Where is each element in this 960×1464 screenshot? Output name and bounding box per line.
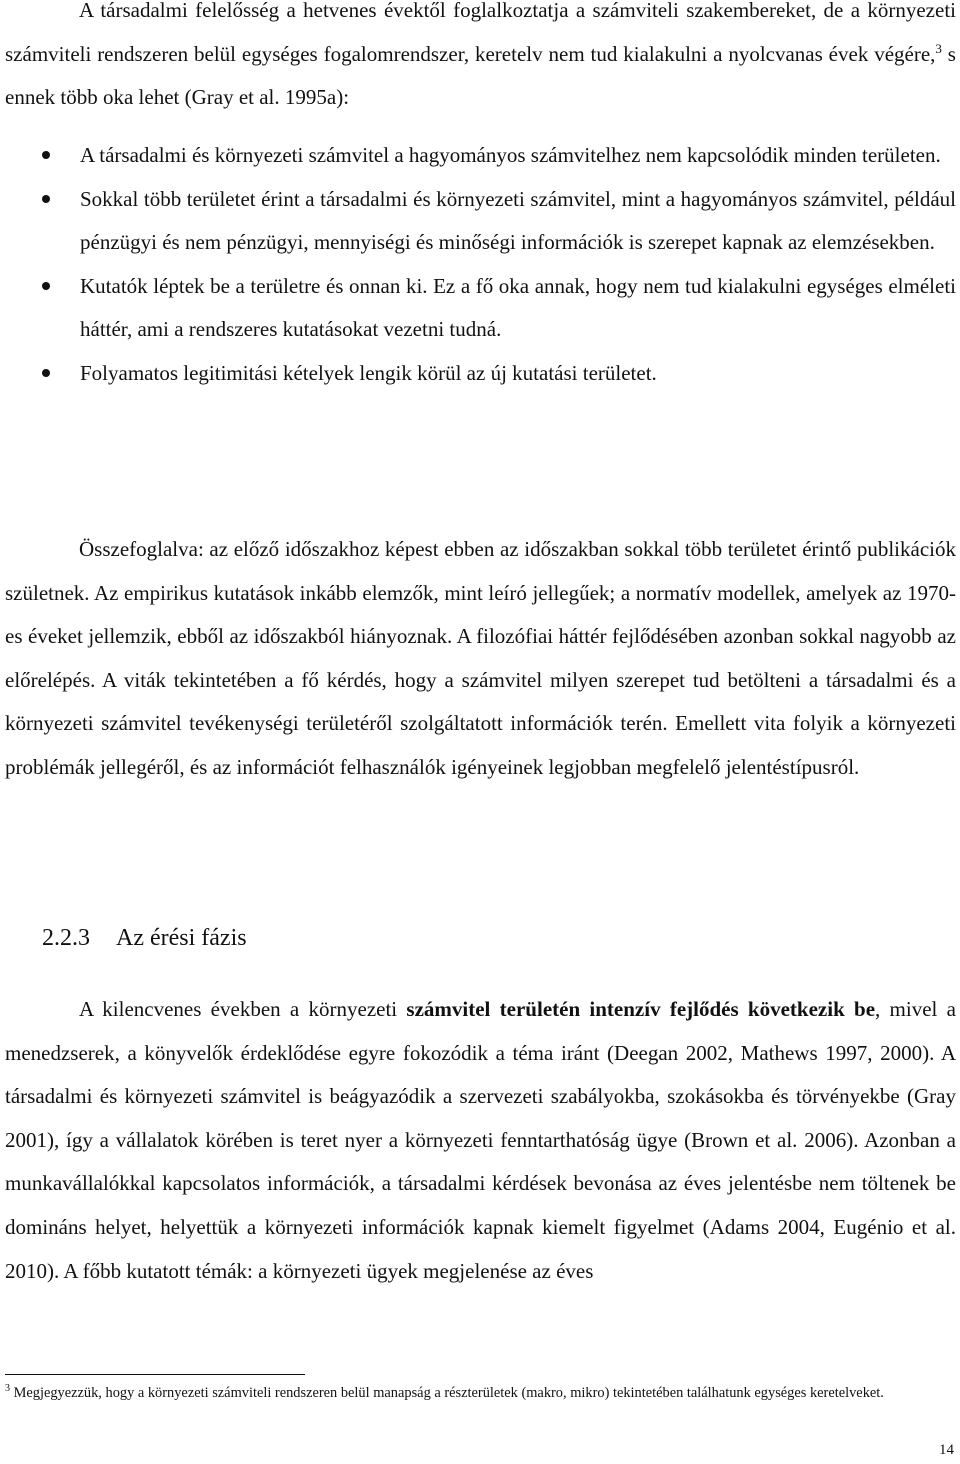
bullet-text: A társadalmi és környezeti számvitel a hagyományos számvitelhez nem kapcsolódik minden területen. <box>80 143 941 167</box>
bullet-dot-icon <box>42 195 50 203</box>
section-paragraph-text: , mivel a menedzserek, a könyvelők érdeklődése egyre fokozódik a téma iránt (Deegan 2002, Mathews 1997, 2000). A társadalmi és környezeti számvitel is beágyazódik a szervezeti szabályokba, szokásokba és törvényekbe (Gray 2001), így a vállalatok körében is teret nyer a környezeti fenntarthatóság ügye (Brown et al. 2006). Azonban a munkavállalókkal kapcsolatos információk, a társadalmi kérdések bevonása az éves jelentésbe nem töltenek be domináns helyet, helyettük a környezeti információk kapnak kiemelt figyelmet (Adams 2004, Eugénio et al. 2010). A főbb kutatott témák: a környezeti ügyek megjelenése az éves <box>5 997 956 1283</box>
section-number: 2.2.3 <box>42 925 90 951</box>
bullet-list <box>0 134 956 396</box>
bullet-dot-icon <box>42 151 50 159</box>
intro-text: A társadalmi felelősség a hetvenes évektől foglalkoztatja a számviteli szakembereket, de a környezeti számviteli rendszeren belül egységes fogalomrendszer, keretelv nem tud kialakulni a nyolcvanas évek végére, <box>5 0 956 66</box>
summary-paragraph: Összefoglalva: az előző időszakhoz képest ebben az időszakban sokkal több területet érintő publikációk születnek. Az empirikus kutatások inkább elemzők, mint leíró jellegűek; a normatív modellek, amelyek az 1970-es éveket jellemzik, ebből az időszakból hiányoznak. A filozófiai háttér fejlődésében azonban sokkal nagyobb az előrelépés. A viták tekintetében a fő kérdés, hogy a számvitel milyen szerepet tud betölteni a társadalmi és a környezeti számvitel tevékenységi területéről szolgáltatott információk terén. Emellett vita folyik a környezeti problémák jellegéről, és az információt felhasználók igényeinek legjobban megfelelő jelentéstípusról. <box>5 537 956 779</box>
bullet-dot-icon <box>42 282 50 290</box>
bullet-item <box>0 352 956 396</box>
bullet-item <box>0 178 956 265</box>
section-paragraph <box>5 988 956 1293</box>
bullet-text: Folyamatos legitimitási kételyek lengik körül az új kutatási területet. <box>80 360 657 385</box>
bullet-dot-icon <box>42 369 50 377</box>
footnote-text: Megjegyezzük, hogy a környezeti számviteli rendszeren belül manapság a részterületek (makro, mikro) tekintetében találhatunk egységes keretelveket. <box>10 1385 884 1401</box>
footnote-reference[interactable]: 3 <box>935 40 942 56</box>
bullet-text: Kutatók léptek be a területre és onnan ki. Ez a fő oka annak, hogy nem tud kialakulni egységes elméleti háttér, ami a rendszeres kutatásokat vezetni tudná. <box>80 273 956 342</box>
section-paragraph-emphasis: számvitel területén intenzív fejlődés következik be <box>406 997 876 1021</box>
intro-paragraph <box>5 0 956 120</box>
bullet-item <box>0 265 956 352</box>
intro-text-continued: s ennek több oka lehet (Gray et al. 1995a): <box>5 41 956 110</box>
footnote <box>5 1381 956 1405</box>
section-paragraph-lead: A kilencvenes években a környezeti <box>79 997 407 1021</box>
section-title: Az érési fázis <box>116 925 247 951</box>
section-heading <box>42 918 247 958</box>
footnote-marker: 3 <box>5 1383 10 1394</box>
bullet-item <box>0 134 956 178</box>
bullet-text: Sokkal több területet érint a társadalmi és környezeti számvitel, mint a hagyományos számvitel, például pénzügyi és nem pénzügyi, mennyiségi és minőségi információk is szerepet kapnak az elemzésekben. <box>80 186 956 255</box>
footnote-separator <box>5 1374 305 1375</box>
page-number: 14 <box>939 1442 954 1458</box>
